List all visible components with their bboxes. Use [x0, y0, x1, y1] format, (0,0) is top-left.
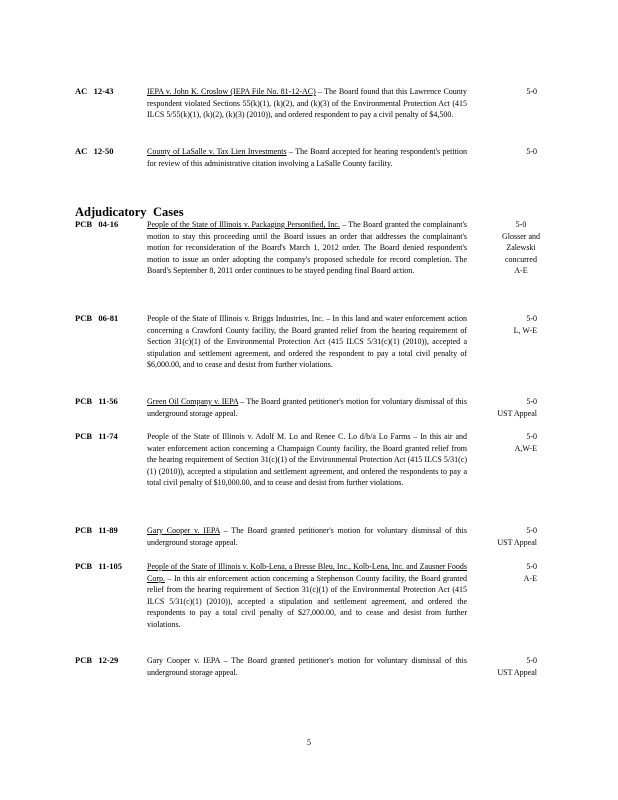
- vote-tally: 5-0 UST Appeal: [497, 397, 537, 418]
- case-description: County of LaSalle v. Tax Lien Investments – The Board accepted for hearing respondent's petition for review of this administrative citation involving a LaSalle County facility.: [147, 147, 467, 168]
- vote-tally: 5-0 A,W-E: [514, 432, 537, 453]
- case-description: Gary Cooper v. IEPA – The Board granted petitioner's motion for voluntary dismissal of this underground storage appeal.: [147, 526, 468, 547]
- case-number: AC 12-43: [75, 86, 114, 96]
- vote-tally: 5-0 UST Appeal: [497, 526, 537, 547]
- case-description: IEPA v. John K. Croslow (IEPA File No. 81-12-AC) – The Board found that this Lawrence County respondent violated Sections 55(k)(1), (k)(2), and (k)(3) of the Environmental Protection Act (415 ILCS 5/55(k)(1), (k)(2), (k)(3) (2010)), and ordered respondent to pay a civil penalty of $4,500.: [147, 87, 467, 120]
- section-heading: Adjudicatory Cases: [75, 205, 184, 219]
- case-title: IEPA v. John K. Croslow (IEPA File No. 81-12-AC): [147, 87, 316, 96]
- vote-tally: 5-0: [526, 147, 537, 156]
- case-description: People of the State of Illinois v. Adolf M. Lo and Renee C. Lo d/b/a Lo Farms – In this air and water enforcement action concerning a Champaign County facility, the Board granted relief from the hearing requirement of Section 31(c)(1) of the Environmental Protection Act (415 ILCS 5/31(c)(1) (2010)), accepted a stipulation and settlement agreement, and ordered the respondents to pay a total civil penalty of $10,000.00, and to cease and desist from further violations.: [147, 432, 467, 488]
- case-number: PCB 11-105: [75, 561, 122, 571]
- case-title: Gary Cooper v. IEPA: [147, 526, 220, 535]
- vote-tally: 5-0: [526, 87, 537, 96]
- case-number: PCB 11-89: [75, 525, 118, 535]
- case-description: People of the State of Illinois v. Packaging Personified, Inc. – The Board granted the complainant's motion to stay this proceeding until the Board issues an order that addresses the complainant's motion for reconsideration of the Board's March 1, 2012 order. The Board denied respondent's motion to issue an order adopting the company's proposed schedule for record completion. The Board's September 8, 2011 order continues to be stayed pending final Board action.: [147, 220, 468, 276]
- case-description: People of the State of Illinois v. Briggs Industries, Inc. – In this land and water enforcement action concerning a Crawford County facility, the Board granted relief from the hearing requirement of Section 31(c)(1) of the Environmental Protection Act (415 ILCS 5/31(c)(1) (2010)), accepted a stipulation and settlement agreement, and ordered the respondent to pay a total civil penalty of $6,000.00, and to cease and desist from further violations.: [147, 314, 467, 370]
- case-number: AC 12-50: [75, 146, 114, 156]
- case-title: Green Oil Company v. IEPA: [147, 397, 239, 406]
- vote-tally: 5-0 Glosser and Zalewski concurred A-E: [502, 220, 540, 276]
- case-title: County of LaSalle v. Tax Lien Investments: [147, 147, 287, 156]
- case-title: People of the State of Illinois v. Kolb-Lena, a Bresse Bleu, Inc., Kolb-Lena, Inc. and Zausner Foods Corp.: [147, 562, 467, 583]
- vote-tally: 5-0 A-E: [523, 562, 537, 583]
- case-description: Green Oil Company v. IEPA – The Board granted petitioner's motion for voluntary dismissal of this underground storage appeal.: [147, 397, 467, 418]
- page-number: 5: [306, 737, 312, 747]
- case-number: PCB 11-56: [75, 396, 118, 406]
- case-title: People of the State of Illinois v. Packaging Personified, Inc.: [147, 220, 340, 229]
- case-number: PCB 04-16: [75, 219, 119, 229]
- case-number: PCB 12-29: [75, 655, 119, 665]
- case-number: PCB 06-81: [75, 313, 119, 323]
- vote-tally: 5-0 UST Appeal: [497, 656, 537, 677]
- case-description: People of the State of Illinois v. Kolb-Lena, a Bresse Bleu, Inc., Kolb-Lena, Inc. and Zausner Foods Corp. – In this air enforcement action concerning a Stephenson County facility, the Board granted relief from the hearing requirement of Section 31(c)(1) of the Environmental Protection Act (415 ILCS 5/31(c)(1) (2010)), accepted a stipulation and settlement agreement, and ordered the respondents to pay a total civil penalty of $27,000.00, and to cease and desist from further violations.: [147, 562, 467, 629]
- vote-tally: 5-0 L, W-E: [513, 314, 537, 335]
- case-description: Gary Cooper v. IEPA – The Board granted petitioner's motion for voluntary dismissal of this underground storage appeal.: [147, 656, 467, 677]
- case-number: PCB 11-74: [75, 431, 118, 441]
